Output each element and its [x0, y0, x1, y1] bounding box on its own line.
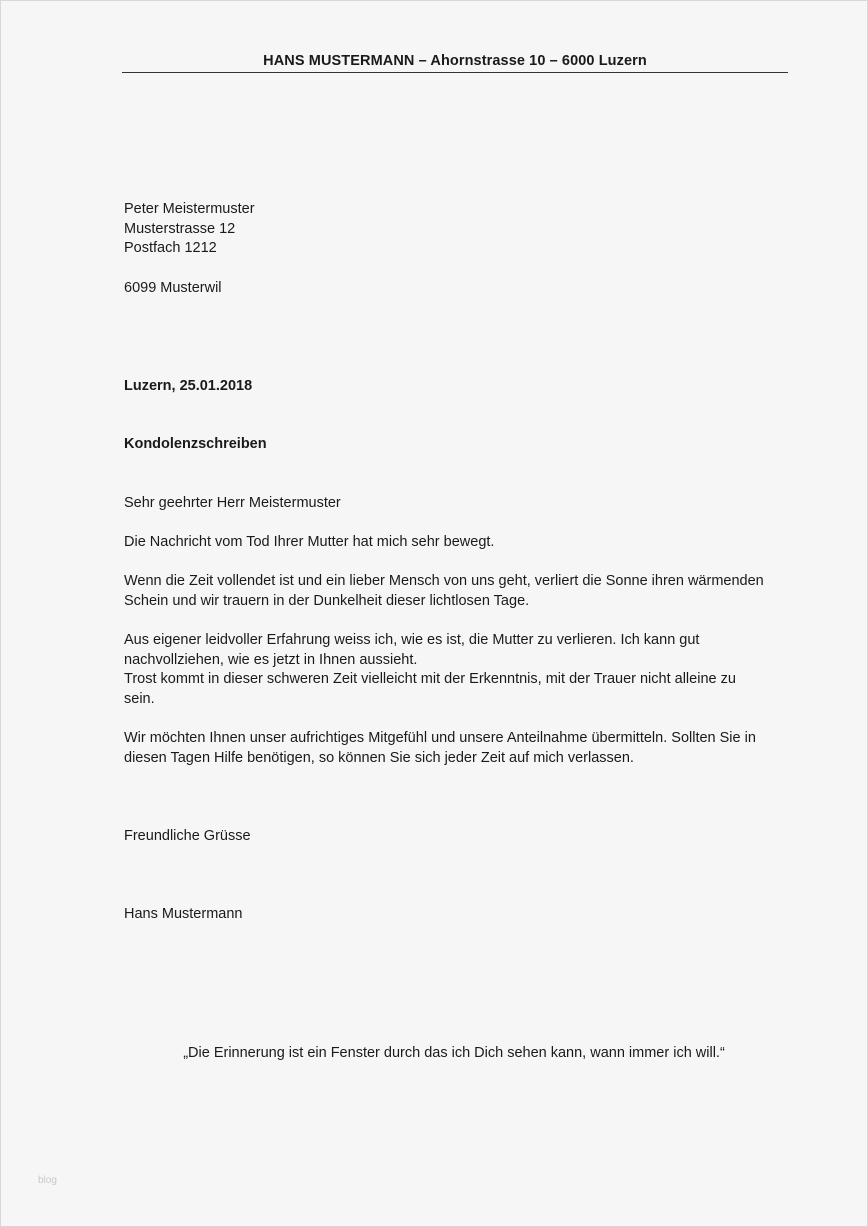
quote: „Die Erinnerung ist ein Fenster durch das ich Dich sehen kann, wann immer ich will.“ [183, 1045, 725, 1061]
paragraph-line: Wir möchten Ihnen unser aufrichtiges Mitgefühl und unsere Anteilnahme übermitteln. Sollten Sie in [124, 730, 756, 746]
paragraph-line: Schein und wir trauern in der Dunkelheit dieser lichtlosen Tage. [124, 593, 530, 609]
letterhead: HANS MUSTERMANN – Ahornstrasse 10 – 6000 Luzern [263, 53, 647, 69]
recipient-po-box: Postfach 1212 [124, 240, 217, 256]
salutation: Sehr geehrter Herr Meistermuster [124, 495, 341, 511]
paragraph-line: diesen Tagen Hilfe benötigen, so können Sie sich jeder Zeit auf mich verlassen. [124, 750, 634, 766]
closing: Freundliche Grüsse [124, 828, 251, 844]
paragraph-line: Wenn die Zeit vollendet ist und ein lieber Mensch von uns geht, verliert die Sonne ihren wärmenden [124, 573, 764, 589]
recipient-street: Musterstrasse 12 [124, 221, 236, 237]
watermark: blog [38, 1175, 57, 1186]
signature: Hans Mustermann [124, 906, 243, 922]
date-line: Luzern, 25.01.2018 [124, 378, 253, 394]
paragraph-line: Aus eigener leidvoller Erfahrung weiss ich, wie es ist, die Mutter zu verlieren. Ich kann gut [124, 632, 700, 648]
paragraph-line: Die Nachricht vom Tod Ihrer Mutter hat mich sehr bewegt. [124, 534, 495, 550]
recipient-name: Peter Meistermuster [124, 201, 255, 217]
paragraph-line: sein. [124, 691, 155, 707]
subject-line: Kondolenzschreiben [124, 436, 267, 452]
letterhead-divider [122, 72, 788, 73]
recipient-city: 6099 Musterwil [124, 280, 222, 296]
paragraph-line: nachvollziehen, wie es jetzt in Ihnen aussieht. [124, 652, 418, 668]
paragraph-line: Trost kommt in dieser schweren Zeit vielleicht mit der Erkenntnis, mit der Trauer nicht alleine zu [124, 671, 736, 687]
